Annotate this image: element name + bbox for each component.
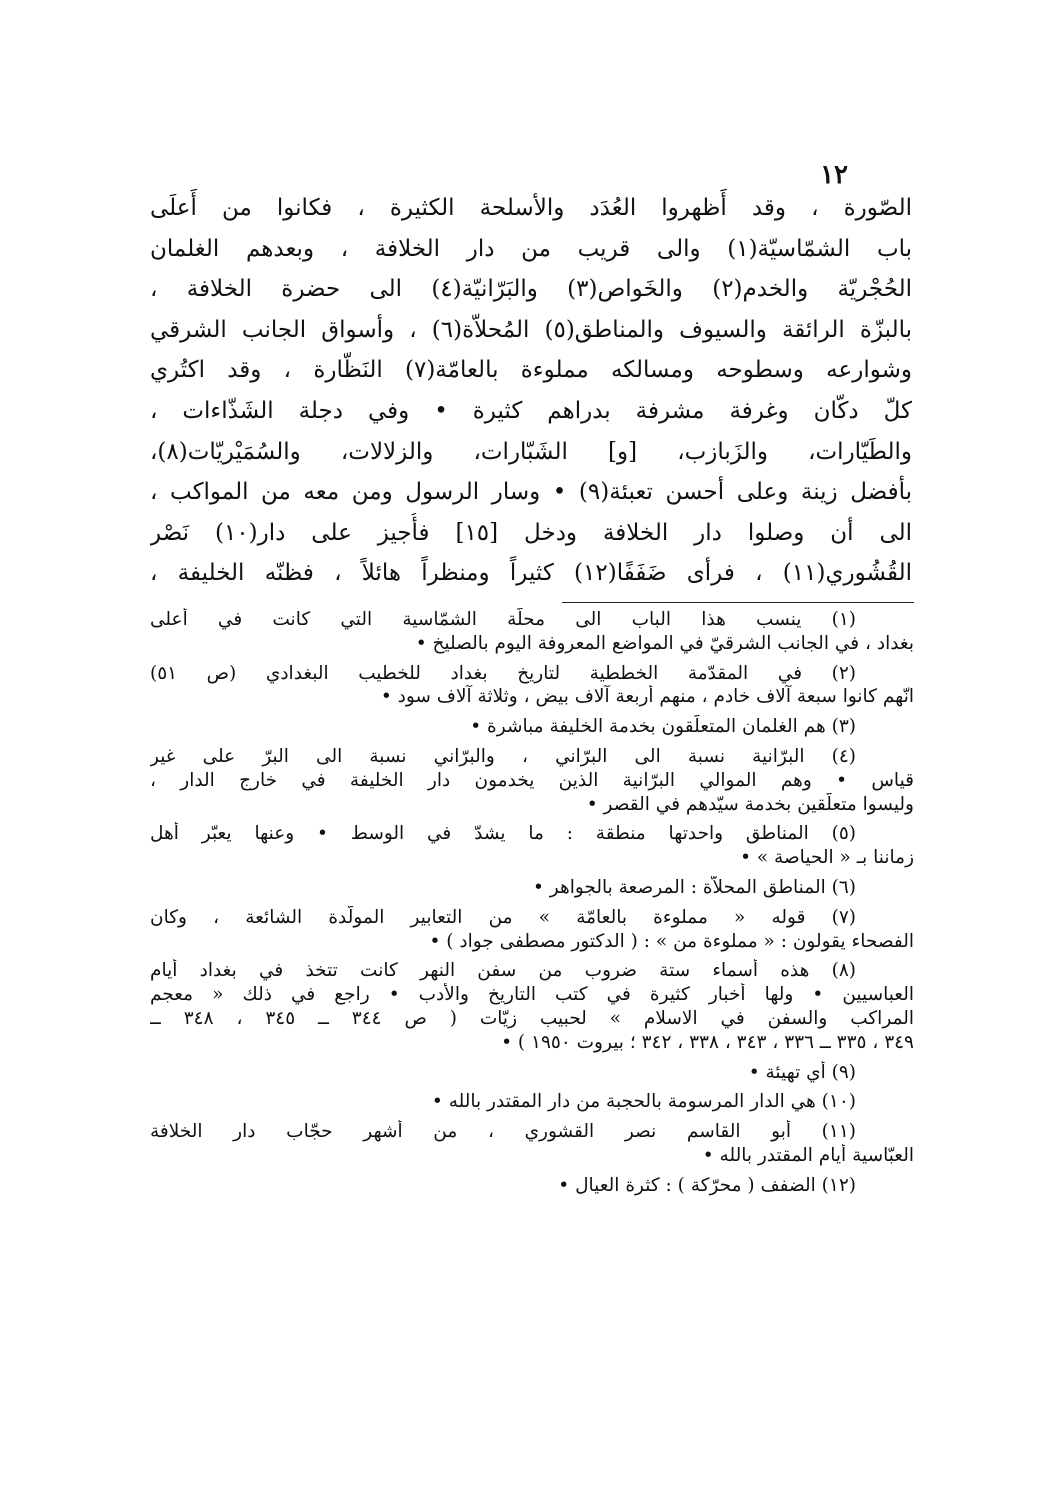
footnote-line: قياس • وهم الموالي البرّانية الذين يخدمون دار الخليفة في خارج الدار ، [150, 769, 914, 791]
footnote-11 [150, 1120, 914, 1168]
body-line: الى أن وصلوا دار الخلافة ودخل [١٥] فأُجيز على دار(١٠) نَصْر [150, 519, 912, 546]
footnote-line: المراكب والسفن في الاسلام » لحبيب زيّات ( ص ٣٤٤ ــ ٣٤٥ ، ٣٤٨ ــ [150, 1007, 914, 1029]
footnote-line: العبّاسية أيام المقتدر بالله • [702, 1144, 914, 1166]
footnote-6 [150, 876, 914, 900]
footnote-3 [150, 715, 914, 739]
footnote-line: الفصحاء يقولون : « مملوءة من » : ( الدكتور مصطفى جواد ) • [429, 930, 914, 952]
page-number: ١٢ [820, 160, 848, 190]
body-line: الصّورة ، وقد أَظهروا العُدَد والأسلحة الكثيرة ، فكانوا من أَعلَى [150, 195, 912, 221]
body-line: وشوارعه وسطوحه ومسالكه مملوءة بالعامّة(٧) النَظّارة ، وقد اكتُري [150, 357, 912, 384]
footnote-line: (١١) أبو القاسم نصر القشوري ، من أشهر حجّاب دار الخلافة [150, 1121, 856, 1143]
footnote-line: (٦) المناطق المحلاّة : المرصعة بالجواهر • [532, 876, 856, 898]
body-line: والطَيّارات، والزَبازب، [و] الشَبّارات، والزلالات، والسُمَيْريّات(٨)، [150, 438, 912, 465]
body-line: بالبزّة الرائقة والسيوف والمناطق(٥) المُحلاّة(٦) ، وأسواق الجانب الشرقي [150, 316, 912, 343]
footnote-9 [150, 1061, 914, 1085]
footnote-line: (٧) قوله « مملوءة بالعامّة » من التعابير المولّدة الشائعة ، وكان [150, 906, 856, 928]
body-line: القُشُوري(١١) ، فرأى ضَفَفًا(١٢) كثيراً ومنظراً هائلاً ، فظنّه الخليفة ، [150, 560, 912, 587]
footnote-line: العباسيين • ولها أخبار كثيرة في كتب التاريخ والأدب • راجع في ذلك « معجم [150, 984, 914, 1006]
footnote-2 [150, 662, 914, 710]
footnote-line: (٩) أي تهيئة • [748, 1061, 856, 1083]
footnote-line: ٣٤٩ ، ٣٣٥ ــ ٣٣٦ ، ٣٤٣ ، ٣٣٨ ، ٣٤٢ ؛ بيروت ١٩٥٠ ) • [501, 1031, 914, 1053]
body-line: باب الشمّاسيّة(١) والى قريب من دار الخلافة ، وبعدهم الغلمان [150, 235, 912, 262]
footnote-5 [150, 822, 914, 870]
footnote-separator [562, 602, 914, 603]
footnote-line: انّهم كانوا سبعة آلاف خادم ، منهم أربعة آلاف بيض ، وثلاثة آلاف سود • [380, 686, 914, 708]
body-line: كلّ دكّان وغرفة مشرفة بدراهم كثيرة • وفي دجلة الشَذّاءات ، [150, 397, 912, 424]
footnote-1 [150, 608, 914, 656]
footnote-line: (١) ينسب هذا الباب الى محلّة الشمّاسية التي كانت في أعلى [150, 609, 856, 630]
footnote-8 [150, 959, 914, 1054]
body-text [150, 188, 912, 594]
body-line: بأفضل زينة وعلى أحسن تعبئة(٩) • وسار الرسول ومن معه من المواكب ، [150, 479, 912, 506]
footnote-line: (٢) في المقدّمة الخططية لتاريخ بغداد للخطيب البغدادي (ص ٥١) [150, 662, 856, 684]
footnote-line: (٥) المناطق واحدتها منطقة : ما يشدّ في الوسط • وعنها يعبّر أهل [150, 823, 856, 845]
footnote-line: زماننا بـ « الحياصة » • [740, 847, 914, 869]
footnote-line: (١٢) الضفف ( محرّكة ) : كثرة العيال • [558, 1174, 856, 1196]
footnotes [150, 608, 914, 1204]
footnote-12 [150, 1174, 914, 1198]
footnote-line: بغداد ، في الجانب الشرقيّ في المواضع المعروفة اليوم بالصليخ • [415, 632, 914, 654]
footnote-line: وليسوا متعلّقين بخدمة سيّدهم في القصر • [586, 793, 914, 815]
body-line: الحُجْريّة والخدم(٢) والخَواص(٣) والبَرّانيّة(٤) الى حضرة الخلافة ، [150, 276, 912, 303]
footnote-line: (٨) هذه أسماء ستة ضروب من سفن النهر كانت تتخذ في بغداد أيام [150, 960, 856, 982]
footnote-10 [150, 1090, 914, 1114]
footnote-7 [150, 906, 914, 954]
footnote-4 [150, 745, 914, 816]
footnote-line: (٣) هم الغلمان المتعلّقون بخدمة الخليفة مباشرة • [470, 716, 856, 738]
footnote-line: (١٠) هي الدار المرسومة بالحجبة من دار المقتدر بالله • [431, 1091, 856, 1113]
footnote-line: (٤) البرّانية نسبة الى البرّاني ، والبرّاني نسبة الى البرّ على غير [150, 745, 856, 767]
